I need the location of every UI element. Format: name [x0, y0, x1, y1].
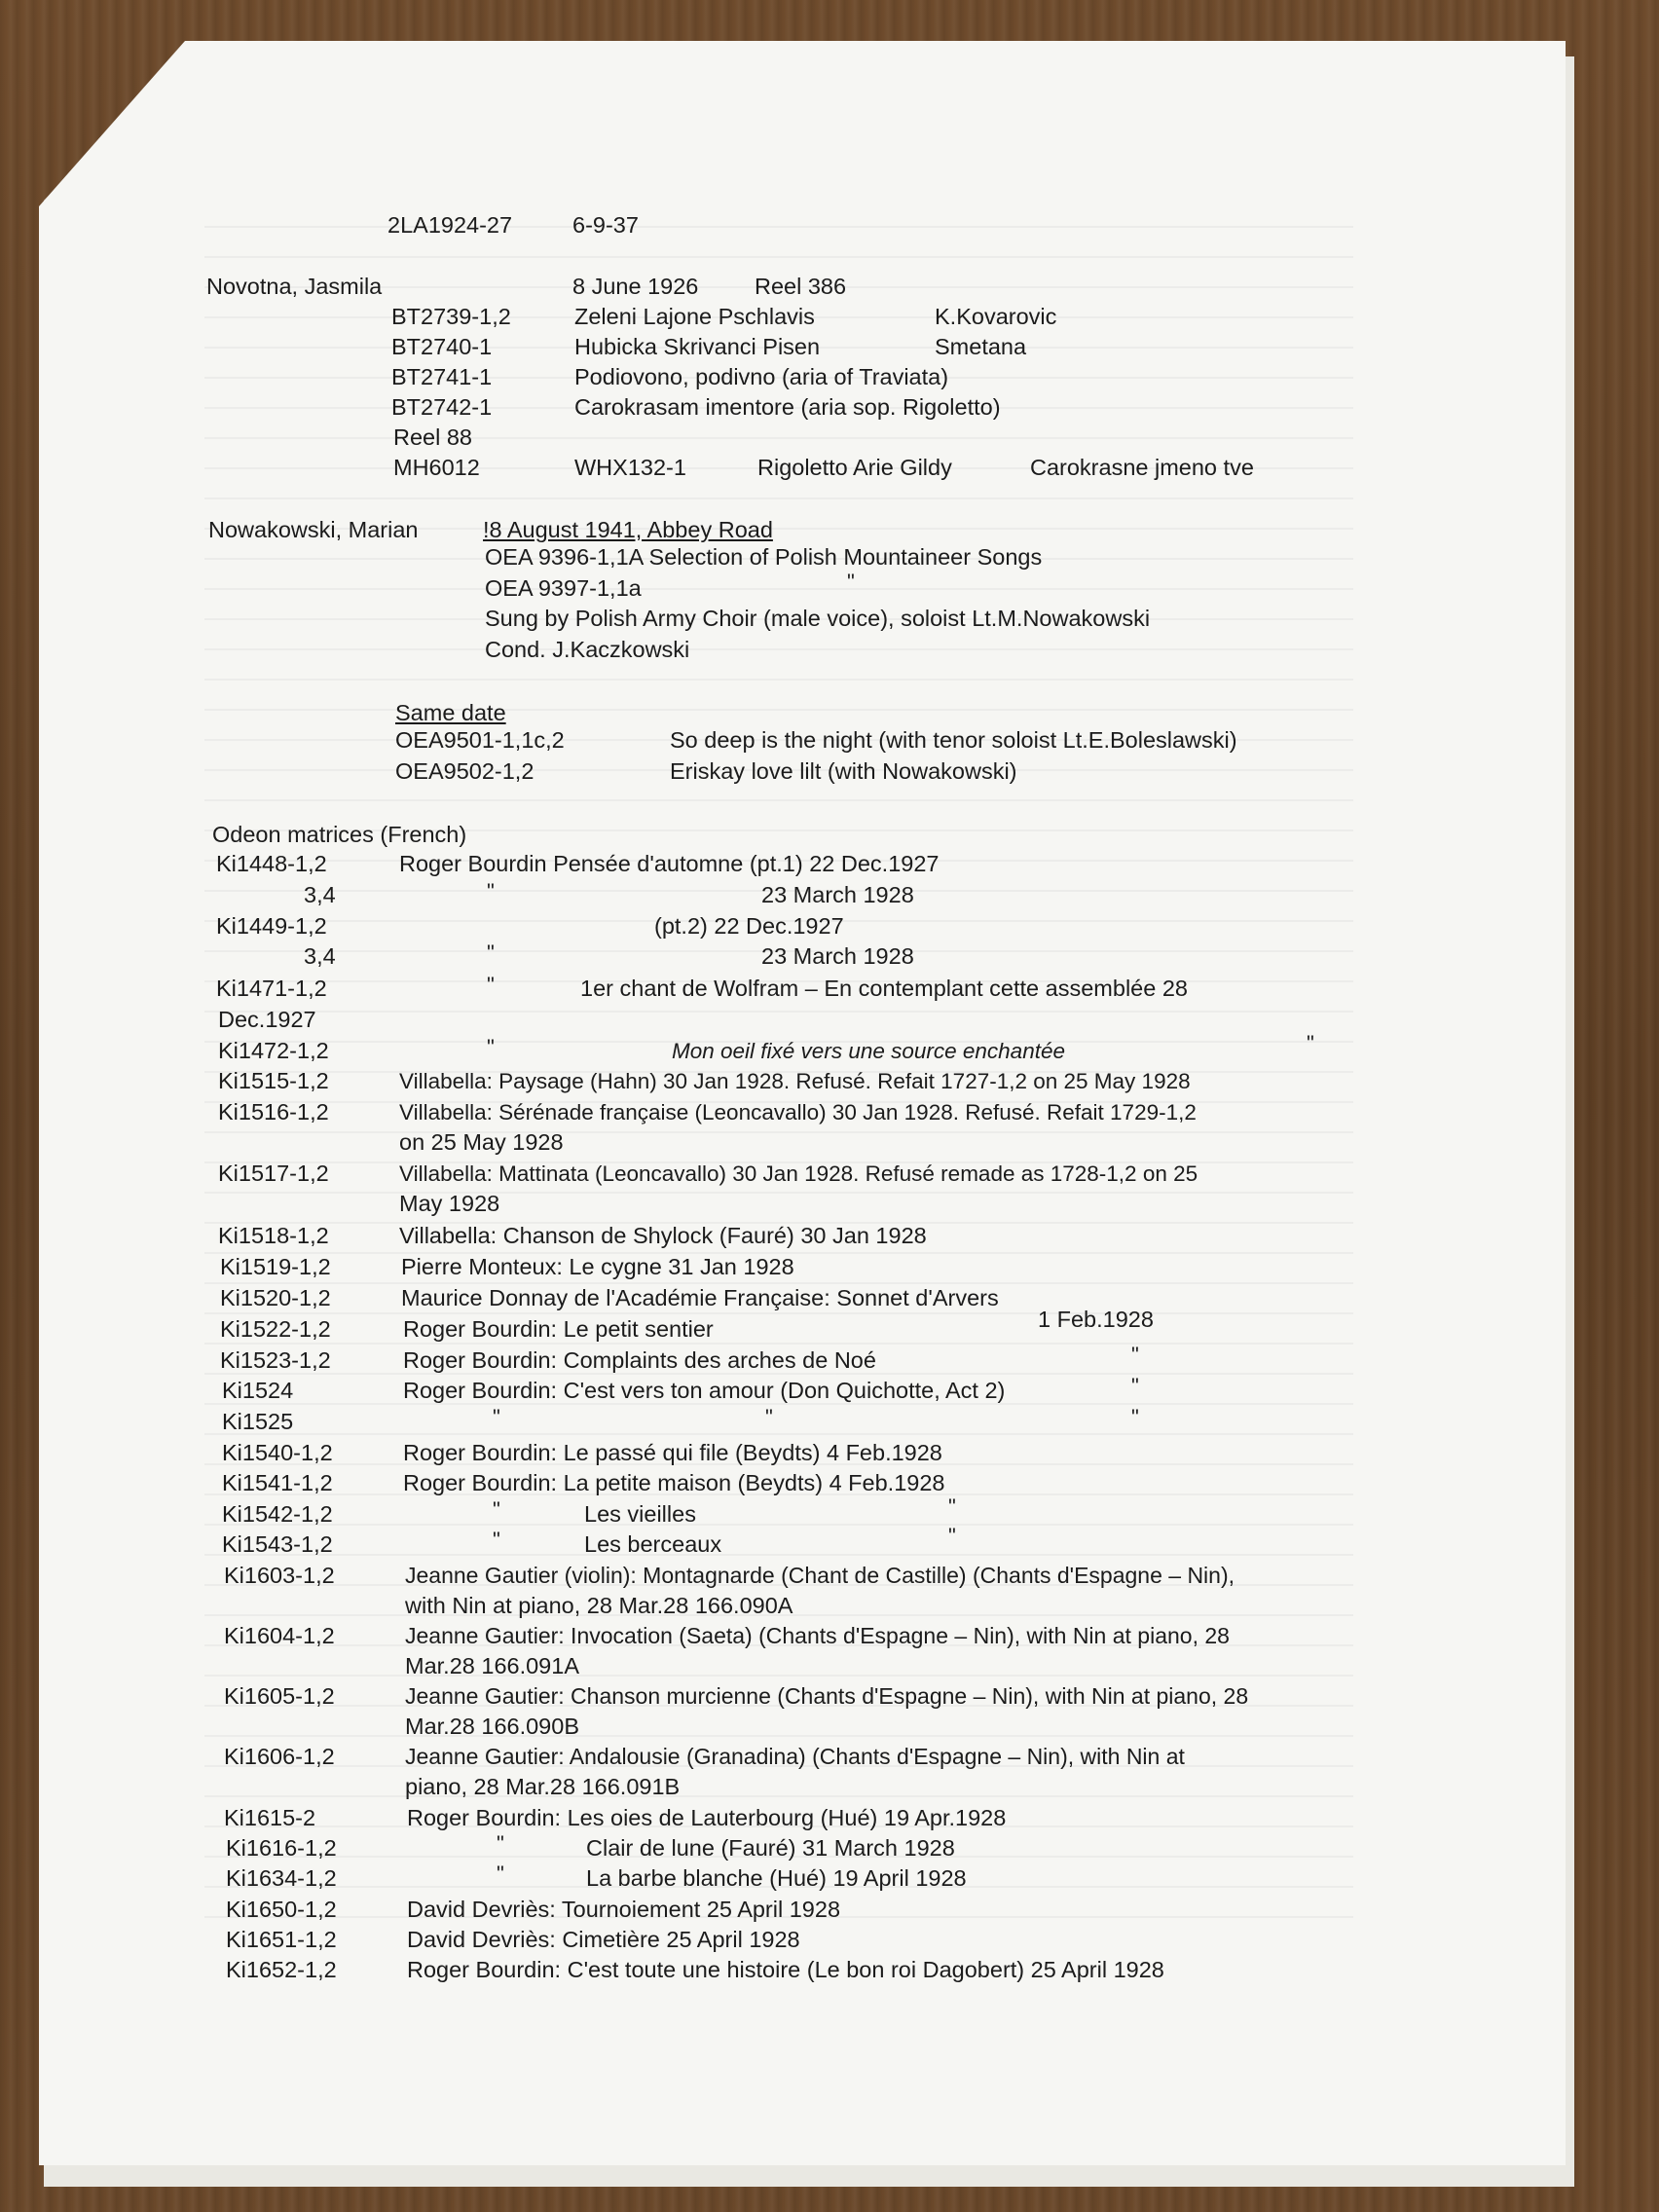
entry-continuation: piano, 28 Mar.28 166.091B	[405, 1774, 681, 1799]
entry-text: Roger Bourdin: Le passé qui file (Beydts) 4 Feb.1928	[403, 1440, 942, 1465]
matrix-number: 3,4	[304, 882, 336, 907]
entry-text: Villabella: Mattinata (Leoncavallo) 30 Jan 1928. Refusé remade as 1728-1,2 on 25	[399, 1161, 1198, 1186]
matrix-number: WHX132-1	[574, 455, 686, 480]
matrix-number: Ki1650-1,2	[226, 1897, 337, 1922]
matrix-number: Ki1522-1,2	[220, 1316, 331, 1342]
matrix-number: Ki1541-1,2	[222, 1470, 333, 1495]
matrix-number: Ki1603-1,2	[224, 1563, 335, 1588]
matrix-number: BT2742-1	[391, 394, 493, 420]
entry-text: Roger Bourdin: Les oies de Lauterbourg (Hué) 19 Apr.1928	[407, 1805, 1007, 1830]
title: Carokrasne jmeno tve	[1030, 455, 1254, 480]
entry-continuation: on 25 May 1928	[399, 1129, 564, 1155]
matrix-number: BT2741-1	[391, 364, 493, 389]
entry-text: (pt.2) 22 Dec.1927	[654, 913, 844, 939]
matrix-number: 3,4	[304, 943, 336, 969]
entry-text: 23 March 1928	[761, 882, 914, 907]
matrix-number: Ki1525	[222, 1409, 294, 1434]
entry-text: Jeanne Gautier: Invocation (Saeta) (Chants d'Espagne – Nin), with Nin at piano, 28	[405, 1623, 1230, 1648]
entry-continuation: Mar.28 166.090B	[405, 1714, 579, 1739]
entry-text: Roger Bourdin Pensée d'automne (pt.1) 22 Dec.1927	[399, 851, 940, 876]
ditto-mark: "	[1131, 1343, 1139, 1367]
entry-text: La barbe blanche (Hué) 19 April 1928	[586, 1865, 967, 1891]
matrix-number: Ki1516-1,2	[218, 1099, 329, 1124]
entry-text: Roger Bourdin: C'est vers ton amour (Don Quichotte, Act 2)	[403, 1378, 1006, 1403]
ditto-mark: "	[497, 1831, 504, 1856]
performers-line: Sung by Polish Army Choir (male voice), soloist Lt.M.Nowakowski	[485, 606, 1151, 631]
matrix-number: Ki1515-1,2	[218, 1068, 329, 1093]
entry-text: Villabella: Chanson de Shylock (Fauré) 30 Jan 1928	[399, 1223, 927, 1248]
ditto-mark: "	[493, 1405, 500, 1429]
matrix-number: Ki1523-1,2	[220, 1347, 331, 1373]
matrix-number: Ki1524	[222, 1378, 294, 1403]
entry-text: Les berceaux	[584, 1531, 722, 1557]
ditto-mark: "	[765, 1405, 773, 1429]
ditto-mark: "	[487, 940, 495, 965]
entry-text: Jeanne Gautier (violin): Montagnarde (Chant de Castille) (Chants d'Espagne – Nin),	[405, 1563, 1235, 1588]
ditto-mark: "	[487, 879, 495, 903]
matrix-number: Ki1542-1,2	[222, 1501, 333, 1527]
title: Podiovono, podivno (aria of Traviata)	[574, 364, 949, 389]
title: Eriskay love lilt (with Nowakowski)	[670, 758, 1017, 784]
matrix-line: OEA 9397-1,1a	[485, 575, 642, 601]
entry-continuation: Mar.28 166.091A	[405, 1653, 579, 1678]
catalogue-number: MH6012	[393, 455, 480, 480]
matrix-number: Ki1518-1,2	[218, 1223, 329, 1248]
matrix-number: BT2739-1,2	[391, 304, 511, 329]
ditto-mark: "	[497, 1862, 504, 1886]
ditto-mark: "	[1307, 1031, 1314, 1055]
ditto-mark: "	[1131, 1405, 1139, 1429]
matrix-number: OEA9502-1,2	[395, 758, 535, 784]
artist-name: Nowakowski, Marian	[208, 517, 419, 542]
title: Carokrasam imentore (aria sop. Rigoletto)	[574, 394, 1001, 420]
composer: K.Kovarovic	[935, 304, 1057, 329]
entry-text: Roger Bourdin: C'est toute une histoire (Le bon roi Dagobert) 25 April 1928	[407, 1957, 1164, 1982]
session-date: !8 August 1941, Abbey Road	[483, 517, 773, 542]
same-date-heading: Same date	[395, 700, 506, 725]
entry-date: 1 Feb.1928	[1038, 1307, 1154, 1332]
entry-text: Jeanne Gautier: Chanson murcienne (Chants d'Espagne – Nin), with Nin at piano, 28	[405, 1683, 1249, 1709]
entry-text: Pierre Monteux: Le cygne 31 Jan 1928	[401, 1254, 794, 1279]
reel-label: Reel 386	[755, 274, 847, 299]
matrix-number: Ki1449-1,2	[216, 913, 327, 939]
reel-label: Reel 88	[393, 424, 472, 450]
entry-text: David Devriès: Tournoiement 25 April 1928	[407, 1897, 841, 1922]
entry-text: Jeanne Gautier: Andalousie (Granadina) (Chants d'Espagne – Nin), with Nin at	[405, 1744, 1185, 1769]
matrix-number: Ki1616-1,2	[226, 1835, 337, 1861]
ditto-mark: "	[948, 1524, 956, 1548]
matrix-number: Ki1517-1,2	[218, 1161, 329, 1186]
matrix-number: Ki1606-1,2	[224, 1744, 335, 1769]
matrix-number: Ki1615-2	[224, 1805, 316, 1830]
entry-text: David Devriès: Cimetière 25 April 1928	[407, 1927, 800, 1952]
matrix-number: Ki1540-1,2	[222, 1440, 333, 1465]
entry-text: Villabella: Paysage (Hahn) 30 Jan 1928. Refusé. Refait 1727-1,2 on 25 May 1928	[399, 1069, 1191, 1093]
work: Rigoletto Arie Gildy	[757, 455, 952, 480]
matrix-number: Ki1651-1,2	[226, 1927, 337, 1952]
section-heading: Odeon matrices (French)	[212, 822, 467, 847]
ditto-mark: "	[493, 1528, 500, 1552]
entry-text: Roger Bourdin: Complaints des arches de Noé	[403, 1347, 876, 1373]
ditto-mark: "	[1131, 1374, 1139, 1398]
entry-text: Villabella: Sérénade française (Leoncavallo) 30 Jan 1928. Refusé. Refait 1729-1,2	[399, 1100, 1197, 1124]
conductor-line: Cond. J.Kaczkowski	[485, 637, 690, 662]
title: Hubicka Skrivanci Pisen	[574, 334, 821, 359]
matrix-line: OEA 9396-1,1A Selection of Polish Mountaineer Songs	[485, 544, 1043, 570]
entry-text: Clair de lune (Fauré) 31 March 1928	[586, 1835, 955, 1861]
matrix-number: Ki1520-1,2	[220, 1285, 331, 1310]
matrix-number: Ki1604-1,2	[224, 1623, 335, 1648]
session-date: 8 June 1926	[572, 274, 699, 299]
entry-text: Roger Bourdin: Le petit sentier	[403, 1316, 714, 1342]
header-date: 6-9-37	[572, 212, 639, 238]
entry-text: 1er chant de Wolfram – En contemplant cette assemblée 28	[580, 976, 1188, 1001]
ditto-mark: "	[948, 1494, 956, 1519]
entry-text: Les vieilles	[584, 1501, 696, 1527]
matrix-number: Ki1471-1,2	[216, 976, 327, 1001]
title: Zeleni Lajone Pschlavis	[574, 304, 815, 329]
ditto-mark: "	[493, 1497, 500, 1522]
ditto-mark: "	[847, 570, 855, 594]
entry-text: 23 March 1928	[761, 943, 914, 969]
ditto-mark: "	[487, 973, 495, 997]
matrix-number: Ki1543-1,2	[222, 1531, 333, 1557]
header-ref: 2LA1924-27	[387, 212, 513, 238]
artist-name: Novotna, Jasmila	[206, 274, 383, 299]
title: So deep is the night (with tenor soloist Lt.E.Boleslawski)	[670, 727, 1237, 753]
ditto-mark: "	[487, 1035, 495, 1059]
entry-text: Roger Bourdin: La petite maison (Beydts) 4 Feb.1928	[403, 1470, 945, 1495]
matrix-number: Ki1605-1,2	[224, 1683, 335, 1709]
matrix-number: Ki1634-1,2	[226, 1865, 337, 1891]
matrix-number: Ki1652-1,2	[226, 1957, 337, 1982]
entry-continuation: with Nin at piano, 28 Mar.28 166.090A	[405, 1593, 793, 1618]
matrix-number: BT2740-1	[391, 334, 493, 359]
matrix-number: Ki1472-1,2	[218, 1038, 329, 1063]
entry-text: Mon oeil fixé vers une source enchantée	[672, 1039, 1065, 1063]
entry-continuation: May 1928	[399, 1191, 500, 1216]
matrix-number: OEA9501-1,1c,2	[395, 727, 565, 753]
composer: Smetana	[935, 334, 1027, 359]
matrix-number: Ki1519-1,2	[220, 1254, 331, 1279]
matrix-number: Ki1448-1,2	[216, 851, 327, 876]
date-continuation: Dec.1927	[218, 1007, 316, 1032]
entry-text: Maurice Donnay de l'Académie Française: Sonnet d'Arvers	[401, 1285, 999, 1310]
